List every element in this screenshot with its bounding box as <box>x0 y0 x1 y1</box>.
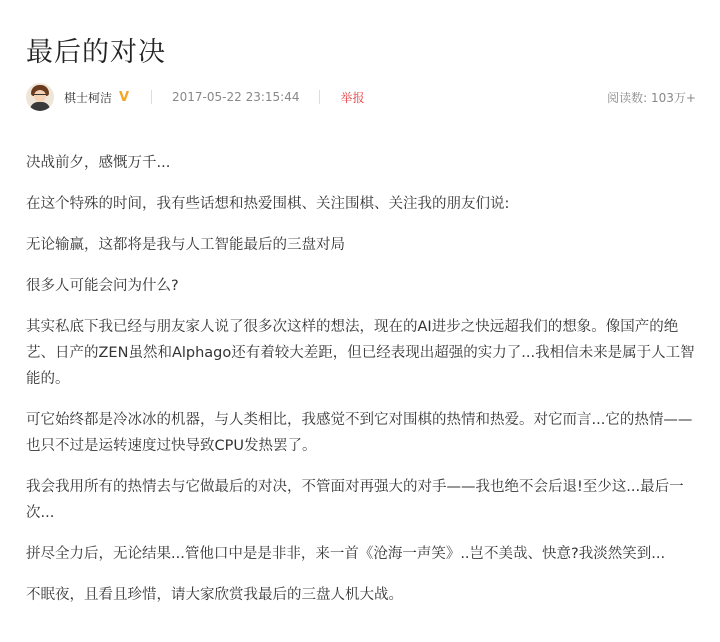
read-count <box>607 89 696 106</box>
paragraph: 决战前夕，感慨万千... <box>26 155 171 171</box>
paragraph: 我会我用所有的热情去与它做最后的对决，不管面对再强大的对手——我也绝不会后退!至少这...最后一次... <box>26 479 684 521</box>
read-count-value: 103万+ <box>651 90 696 105</box>
article-body <box>26 150 696 623</box>
paragraph: 不眠夜，且看且珍惜，请大家欣赏我最后的三盘人机大战。 <box>26 587 403 603</box>
publish-date: 2017-05-22 23:15:44 <box>172 90 300 104</box>
paragraph: 拼尽全力后，无论结果...管他口中是是非非，来一首《沧海一声笑》..岂不美哉、快意?我淡然笑到... <box>26 546 666 562</box>
paragraph: 无论输赢，这都将是我与人工智能最后的三盘对局 <box>26 237 345 253</box>
article-title: 最后的对决 <box>26 37 166 68</box>
meta-divider <box>319 90 320 104</box>
paragraph: 在这个特殊的时间，我有些话想和热爱围棋、关注围棋、关注我的朋友们说: <box>26 196 510 212</box>
meta-divider <box>151 90 152 104</box>
paragraph: 其实私底下我已经与朋友家人说了很多次这样的想法，现在的AI进步之快远超我们的想象。像国产的绝艺、日产的ZEN虽然和Alphago还有着较大差距，但已经表现出超强的实力了...我相信未来是属于人工智能的。 <box>26 319 695 387</box>
report-link[interactable]: 举报 <box>340 90 365 105</box>
read-count-label: 阅读数: <box>607 90 648 105</box>
avatar[interactable] <box>26 83 54 111</box>
verified-v-icon: V <box>118 89 130 105</box>
article-meta <box>26 80 696 114</box>
paragraph: 可它始终都是冷冰冰的机器，与人类相比，我感觉不到它对围棋的热情和热爱。对它而言...它的热情——也只不过是运转速度过快导致CPU发热罢了。 <box>26 412 693 454</box>
paragraph: 很多人可能会问为什么? <box>26 278 179 294</box>
author-name[interactable]: 棋士柯洁 <box>64 90 113 105</box>
